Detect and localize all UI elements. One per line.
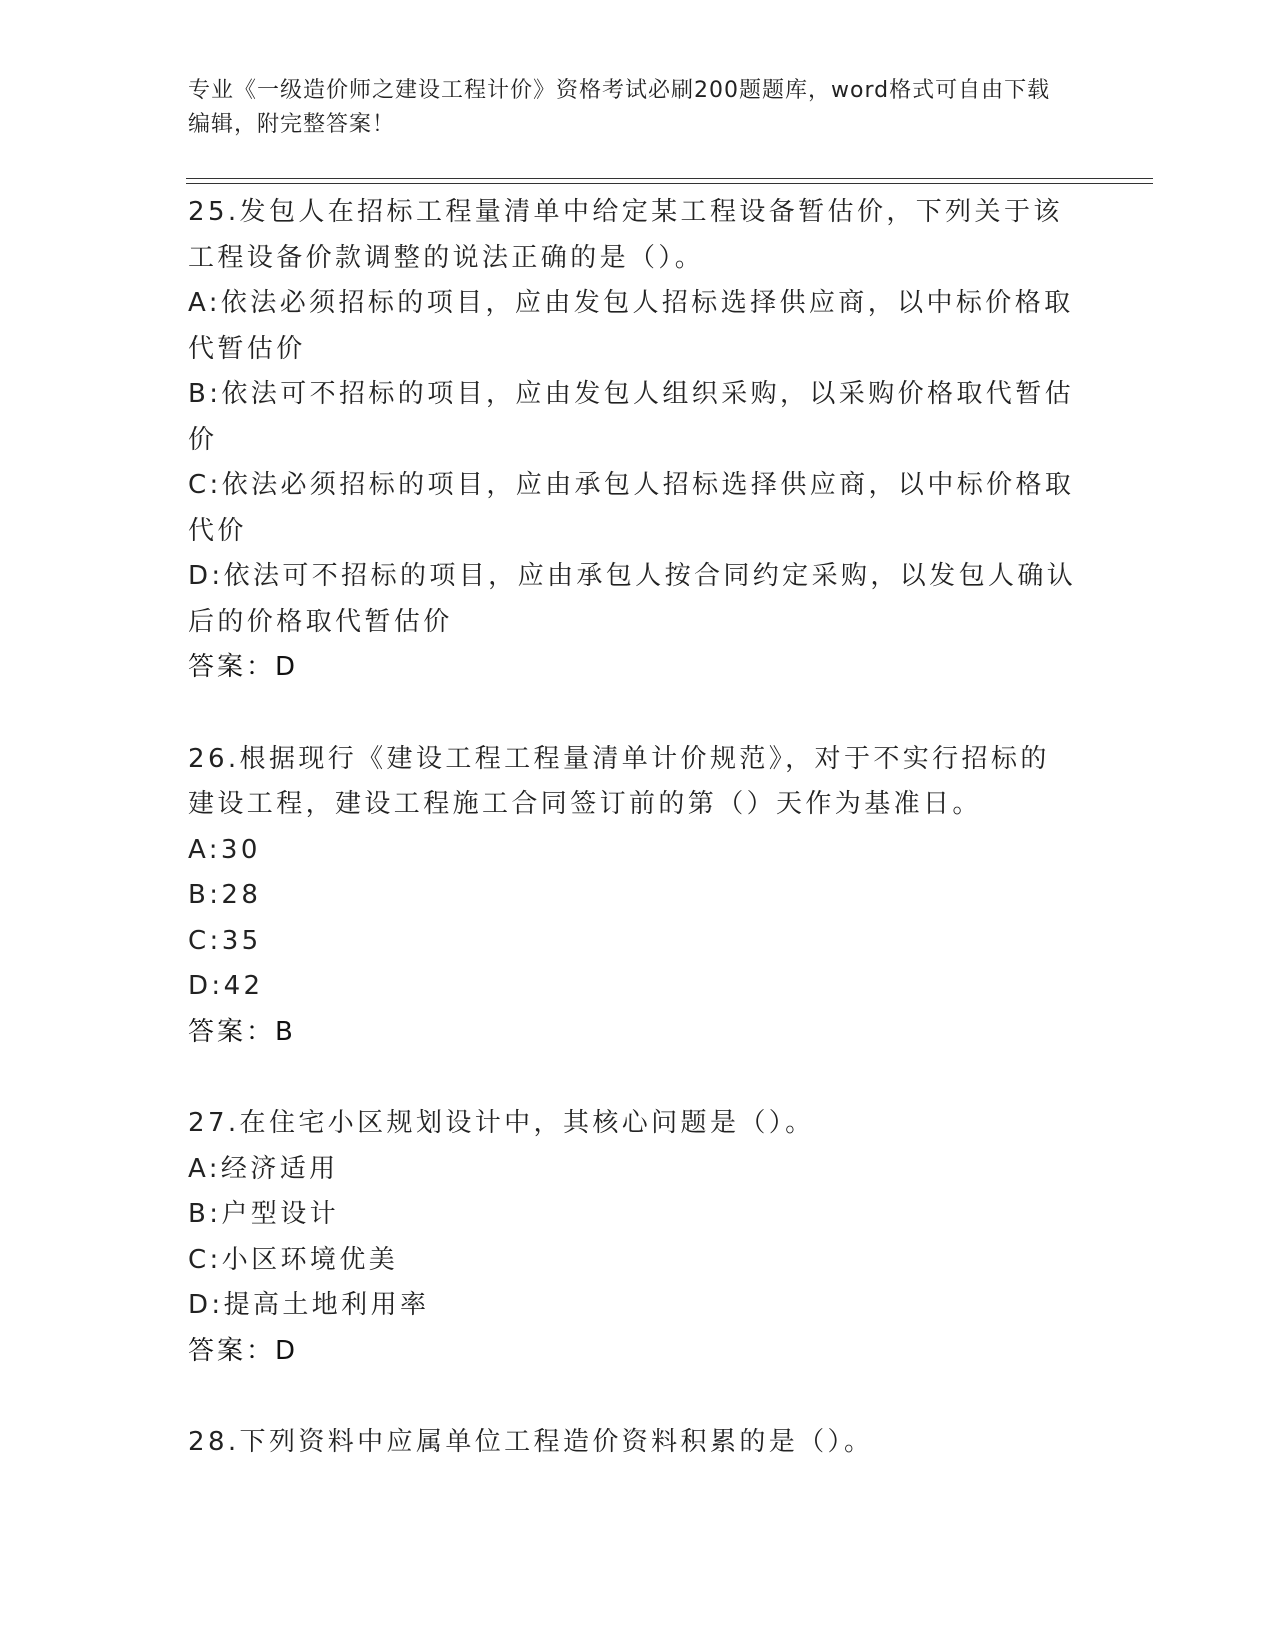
document-intro: 专业《一级造价师之建设工程计价》资格考试必刷200题题库，word格式可自由下载编辑，附完整答案！ [188,78,1051,137]
question-28 [188,1420,1078,1466]
question-stem: 26.根据现行《建设工程工程量清单计价规范》，对于不实行招标的建设工程，建设工程施工合同签订前的第（）天作为基准日。 [188,743,1050,819]
option-d: D:依法可不招标的项目，应由承包人按合同约定采购，以发包人确认后的价格取代暂估价 [188,561,1077,637]
header-divider-top [186,178,1153,179]
option-a: A:30 [188,834,261,865]
answer-line: 答案：B [188,1016,296,1047]
question-stem: 27.在住宅小区规划设计中，其核心问题是（）。 [188,1108,815,1138]
option-a: A:经济适用 [188,1153,339,1184]
question-list [188,190,1078,1512]
question-25 [188,190,1078,691]
answer-line: 答案：D [188,652,299,682]
option-b: B:依法可不招标的项目，应由发包人组织采购，以采购价格取代暂估价 [188,379,1074,455]
question-stem: 25.发包人在招标工程量清单中给定某工程设备暂估价，下列关于该工程设备价款调整的说法正确的是（）。 [188,197,1063,273]
question-27 [188,1101,1078,1374]
option-b: B:28 [188,880,262,910]
option-c: C:依法必须招标的项目，应由承包人招标选择供应商，以中标价格取代价 [188,470,1075,546]
option-c: C:小区环境优美 [188,1244,399,1275]
option-d: D:42 [188,971,264,1001]
option-c: C:35 [188,925,262,956]
question-26 [188,737,1078,1056]
option-d: D:提高土地利用率 [188,1290,430,1320]
option-b: B:户型设计 [188,1199,339,1229]
header-divider-bottom [186,183,1153,184]
question-stem: 28.下列资料中应属单位工程造价资料积累的是（）。 [188,1427,874,1457]
answer-line: 答案：D [188,1335,299,1366]
option-a: A:依法必须招标的项目，应由发包人招标选择供应商，以中标价格取代暂估价 [188,288,1074,364]
